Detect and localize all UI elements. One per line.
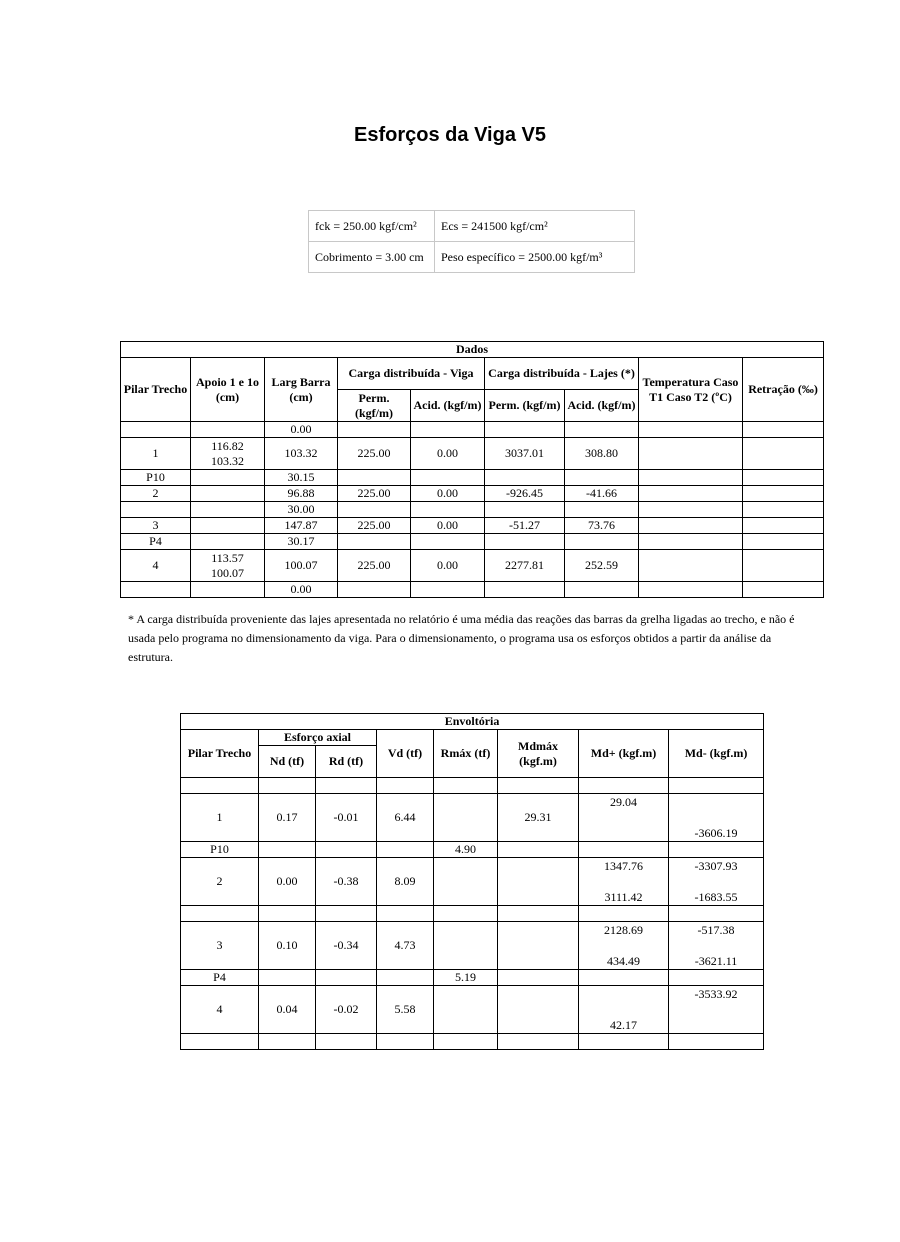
cell-mdneg: [669, 842, 764, 858]
cell-viga-acid: [411, 422, 485, 438]
env-header-vd: Vd (tf): [377, 730, 434, 778]
cell-larg: 96.88: [265, 486, 338, 502]
cell-rmax: [434, 1034, 498, 1050]
cell-vd: [377, 906, 434, 922]
cell-mdmax: [498, 986, 579, 1034]
cell-pilar: [181, 906, 259, 922]
peso-especifico-value: Peso específico = 2500.00 kgf/m³: [435, 242, 635, 273]
cell-pilar: 1: [181, 794, 259, 842]
dados-caption: Dados: [121, 342, 824, 358]
header-apoio: Apoio 1 e 1o (cm): [191, 358, 265, 422]
table-row: [121, 438, 824, 470]
cell-mdneg: [669, 858, 764, 906]
material-properties-table: [308, 210, 635, 273]
header-lajes-acid: Acid. (kgf/m): [565, 390, 639, 422]
cell-viga-perm: 225.00: [338, 518, 411, 534]
cell-mdneg-top: -3307.93: [694, 858, 738, 873]
cell-apoio: [191, 422, 265, 438]
table-row: [121, 422, 824, 438]
cell-mdneg-bottom: -3606.19: [694, 825, 738, 840]
cell-vd: [377, 842, 434, 858]
cell-rmax: [434, 794, 498, 842]
cell-lajes-acid: [565, 470, 639, 486]
env-header-mdpos: Md+ (kgf.m): [579, 730, 669, 778]
cell-retracao: [743, 422, 824, 438]
cell-retracao: [743, 582, 824, 598]
cell-lajes-perm: [485, 534, 565, 550]
cell-lajes-acid: [565, 534, 639, 550]
cell-mdneg-bottom: [669, 1018, 763, 1033]
cell-vd: 5.58: [377, 986, 434, 1034]
cell-rd: [316, 778, 377, 794]
cell-rmax: [434, 906, 498, 922]
cell-mdpos-bottom: 42.17: [610, 1017, 637, 1032]
cell-retracao: [743, 486, 824, 502]
table-row: [181, 858, 764, 906]
cell-vd: 8.09: [377, 858, 434, 906]
envoltoria-caption: Envoltória: [181, 714, 764, 730]
cell-mdpos: [579, 842, 669, 858]
cell-apoio: [191, 438, 265, 470]
cell-mdneg-bottom: -3621.11: [694, 953, 738, 968]
cell-larg: 147.87: [265, 518, 338, 534]
cell-retracao: [743, 550, 824, 582]
cell-rmax: [434, 858, 498, 906]
cell-nd: 0.04: [259, 986, 316, 1034]
table-row: [121, 550, 824, 582]
cell-lajes-perm: 3037.01: [485, 438, 565, 470]
header-larg-barra: Larg Barra (cm): [265, 358, 338, 422]
footnote: * A carga distribuída proveniente das lajes apresentada no relatório é uma média das reações das barras da grelha ligadas ao trecho, e não é usada pelo programa no dimensionamento da viga. Para o dimensionamento, o programa usa os esforços obtidos a partir da análise da estrutura.: [128, 612, 795, 664]
cell-pilar: [121, 422, 191, 438]
env-header-esforco-axial: Esforço axial: [259, 730, 377, 746]
cell-pilar: P10: [121, 470, 191, 486]
cell-lajes-acid: [565, 422, 639, 438]
cell-mdpos-bottom: 3111.42: [604, 889, 643, 904]
cell-mdpos: [579, 794, 669, 842]
cell-apoio: [191, 550, 265, 582]
cell-apoio-2: 103.32: [211, 453, 244, 468]
cell-temperatura: [639, 470, 743, 486]
dados-body: [121, 422, 824, 598]
cell-apoio: [191, 470, 265, 486]
cell-lajes-acid: 73.76: [565, 518, 639, 534]
cell-retracao: [743, 438, 824, 470]
cell-mdneg: [669, 922, 764, 970]
cell-larg: 30.15: [265, 470, 338, 486]
cell-retracao: [743, 534, 824, 550]
fck-value: fck = 250.00 kgf/cm²: [309, 211, 435, 242]
cell-pilar: 3: [181, 922, 259, 970]
cell-mdmax: [498, 922, 579, 970]
cell-mdneg: [669, 906, 764, 922]
cell-larg: 30.00: [265, 502, 338, 518]
cell-mdpos: [579, 778, 669, 794]
cell-viga-acid: [411, 502, 485, 518]
env-header-rmax: Rmáx (tf): [434, 730, 498, 778]
cell-apoio: [191, 502, 265, 518]
table-row: [181, 986, 764, 1034]
cell-lajes-acid: 252.59: [565, 550, 639, 582]
cell-rmax: [434, 778, 498, 794]
table-row: [121, 534, 824, 550]
header-viga-perm: Perm. (kgf/m): [338, 390, 411, 422]
table-row: [181, 1034, 764, 1050]
header-carga-lajes: Carga distribuída - Lajes (*): [485, 358, 639, 390]
cell-viga-perm: 225.00: [338, 486, 411, 502]
cell-pilar: 4: [121, 550, 191, 582]
cell-viga-perm: [338, 582, 411, 598]
table-row: [121, 582, 824, 598]
cell-nd: [259, 842, 316, 858]
cell-larg: 0.00: [265, 582, 338, 598]
cell-apoio-1: 116.82: [211, 438, 244, 453]
cell-retracao: [743, 518, 824, 534]
cell-retracao: [743, 470, 824, 486]
cell-lajes-acid: [565, 582, 639, 598]
cell-rd: -0.02: [316, 986, 377, 1034]
cell-temperatura: [639, 422, 743, 438]
cell-apoio: [191, 582, 265, 598]
cell-vd: [377, 778, 434, 794]
cell-pilar: P4: [121, 534, 191, 550]
cell-mdneg: [669, 778, 764, 794]
cell-apoio-1: 113.57: [211, 550, 244, 565]
cell-viga-perm: 225.00: [338, 438, 411, 470]
cell-mdmax: [498, 906, 579, 922]
cell-lajes-perm: 2277.81: [485, 550, 565, 582]
cell-larg: 0.00: [265, 422, 338, 438]
cell-larg: 103.32: [265, 438, 338, 470]
cell-mdneg: [669, 1034, 764, 1050]
cell-viga-perm: 225.00: [338, 550, 411, 582]
cell-lajes-acid: [565, 502, 639, 518]
cell-apoio: [191, 518, 265, 534]
header-viga-acid: Acid. (kgf/m): [411, 390, 485, 422]
cell-vd: [377, 1034, 434, 1050]
header-temperatura: Temperatura Caso T1 Caso T2 (ºC): [639, 358, 743, 422]
cell-mdpos: [579, 858, 669, 906]
cell-pilar: [181, 1034, 259, 1050]
cell-rmax: [434, 986, 498, 1034]
header-lajes-perm: Perm. (kgf/m): [485, 390, 565, 422]
dados-table: [120, 341, 824, 598]
cell-mdpos-top: 29.04: [610, 794, 637, 809]
cell-rd: [316, 1034, 377, 1050]
cell-larg: 100.07: [265, 550, 338, 582]
cell-mdpos-top: 1347.76: [604, 858, 643, 873]
cell-mdpos-top: [579, 987, 668, 1002]
cell-mdneg-top: -3533.92: [694, 986, 738, 1001]
header-carga-viga: Carga distribuída - Viga: [338, 358, 485, 390]
cell-viga-perm: [338, 502, 411, 518]
envoltoria-table: [180, 713, 764, 1050]
cell-viga-perm: [338, 422, 411, 438]
cell-mdpos-bottom: [579, 826, 668, 841]
cell-mdpos: [579, 970, 669, 986]
cell-rd: -0.01: [316, 794, 377, 842]
cell-mdpos: [579, 922, 669, 970]
cell-mdpos: [579, 986, 669, 1034]
cell-temperatura: [639, 534, 743, 550]
cell-pilar: 2: [121, 486, 191, 502]
cobrimento-value: Cobrimento = 3.00 cm: [309, 242, 435, 273]
cell-viga-acid: 0.00: [411, 518, 485, 534]
cell-viga-perm: [338, 534, 411, 550]
cell-lajes-perm: -51.27: [485, 518, 565, 534]
cell-apoio-2: 100.07: [211, 565, 244, 580]
cell-pilar: P10: [181, 842, 259, 858]
cell-apoio: [191, 534, 265, 550]
cell-rd: -0.34: [316, 922, 377, 970]
cell-retracao: [743, 502, 824, 518]
cell-mdneg-bottom: -1683.55: [694, 889, 738, 904]
cell-pilar: [121, 582, 191, 598]
cell-mdmax: [498, 1034, 579, 1050]
header-retracao: Retração (‰): [743, 358, 824, 422]
cell-nd: [259, 970, 316, 986]
table-row: [181, 842, 764, 858]
cell-viga-acid: 0.00: [411, 486, 485, 502]
cell-rd: [316, 906, 377, 922]
cell-mdpos: [579, 906, 669, 922]
cell-pilar: [181, 778, 259, 794]
cell-rd: [316, 970, 377, 986]
cell-temperatura: [639, 486, 743, 502]
cell-mdneg-top: -517.38: [697, 922, 735, 937]
cell-temperatura: [639, 438, 743, 470]
cell-viga-perm: [338, 470, 411, 486]
cell-viga-acid: [411, 470, 485, 486]
cell-temperatura: [639, 582, 743, 598]
cell-nd: 0.17: [259, 794, 316, 842]
cell-mdpos-top: 2128.69: [604, 922, 643, 937]
cell-nd: [259, 1034, 316, 1050]
table-row: [121, 470, 824, 486]
cell-viga-acid: 0.00: [411, 550, 485, 582]
cell-mdmax: 29.31: [498, 794, 579, 842]
cell-nd: 0.10: [259, 922, 316, 970]
cell-temperatura: [639, 550, 743, 582]
table-row: [181, 906, 764, 922]
cell-vd: [377, 970, 434, 986]
envoltoria-body: [181, 778, 764, 1050]
cell-rd: -0.38: [316, 858, 377, 906]
cell-viga-acid: 0.00: [411, 438, 485, 470]
table-row: [121, 518, 824, 534]
cell-lajes-perm: [485, 422, 565, 438]
table-row: [181, 778, 764, 794]
cell-mdpos: [579, 1034, 669, 1050]
cell-rmax: 4.90: [434, 842, 498, 858]
env-header-mdmax: Mdmáx (kgf.m): [498, 730, 579, 778]
cell-rmax: 5.19: [434, 970, 498, 986]
cell-viga-acid: [411, 582, 485, 598]
cell-lajes-perm: [485, 582, 565, 598]
cell-mdneg: [669, 986, 764, 1034]
cell-lajes-perm: [485, 470, 565, 486]
cell-rd: [316, 842, 377, 858]
cell-larg: 30.17: [265, 534, 338, 550]
env-header-pilar: Pilar Trecho: [181, 730, 259, 778]
cell-viga-acid: [411, 534, 485, 550]
cell-nd: 0.00: [259, 858, 316, 906]
header-pilar: Pilar Trecho: [121, 358, 191, 422]
cell-lajes-perm: [485, 502, 565, 518]
cell-lajes-perm: -926.45: [485, 486, 565, 502]
cell-pilar: 1: [121, 438, 191, 470]
table-row: [181, 970, 764, 986]
cell-mdmax: [498, 778, 579, 794]
cell-mdmax: [498, 842, 579, 858]
cell-temperatura: [639, 502, 743, 518]
cell-lajes-acid: 308.80: [565, 438, 639, 470]
cell-pilar: [121, 502, 191, 518]
table-row: [121, 486, 824, 502]
cell-nd: [259, 906, 316, 922]
cell-pilar: 4: [181, 986, 259, 1034]
table-row: [181, 922, 764, 970]
cell-vd: 4.73: [377, 922, 434, 970]
cell-temperatura: [639, 518, 743, 534]
env-header-nd: Nd (tf): [259, 746, 316, 778]
cell-pilar: 3: [121, 518, 191, 534]
env-header-rd: Rd (tf): [316, 746, 377, 778]
cell-lajes-acid: -41.66: [565, 486, 639, 502]
cell-rmax: [434, 922, 498, 970]
cell-mdpos-bottom: 434.49: [607, 953, 640, 968]
cell-mdneg-top: [669, 795, 763, 810]
cell-vd: 6.44: [377, 794, 434, 842]
cell-pilar: 2: [181, 858, 259, 906]
table-row: [121, 502, 824, 518]
cell-mdmax: [498, 858, 579, 906]
page-title: Esforços da Viga V5: [354, 124, 546, 146]
env-header-mdneg: Md- (kgf.m): [669, 730, 764, 778]
cell-nd: [259, 778, 316, 794]
ecs-value: Ecs = 241500 kgf/cm²: [435, 211, 635, 242]
cell-mdneg: [669, 794, 764, 842]
cell-mdneg: [669, 970, 764, 986]
cell-mdmax: [498, 970, 579, 986]
cell-pilar: P4: [181, 970, 259, 986]
cell-apoio: [191, 486, 265, 502]
table-row: [181, 794, 764, 842]
